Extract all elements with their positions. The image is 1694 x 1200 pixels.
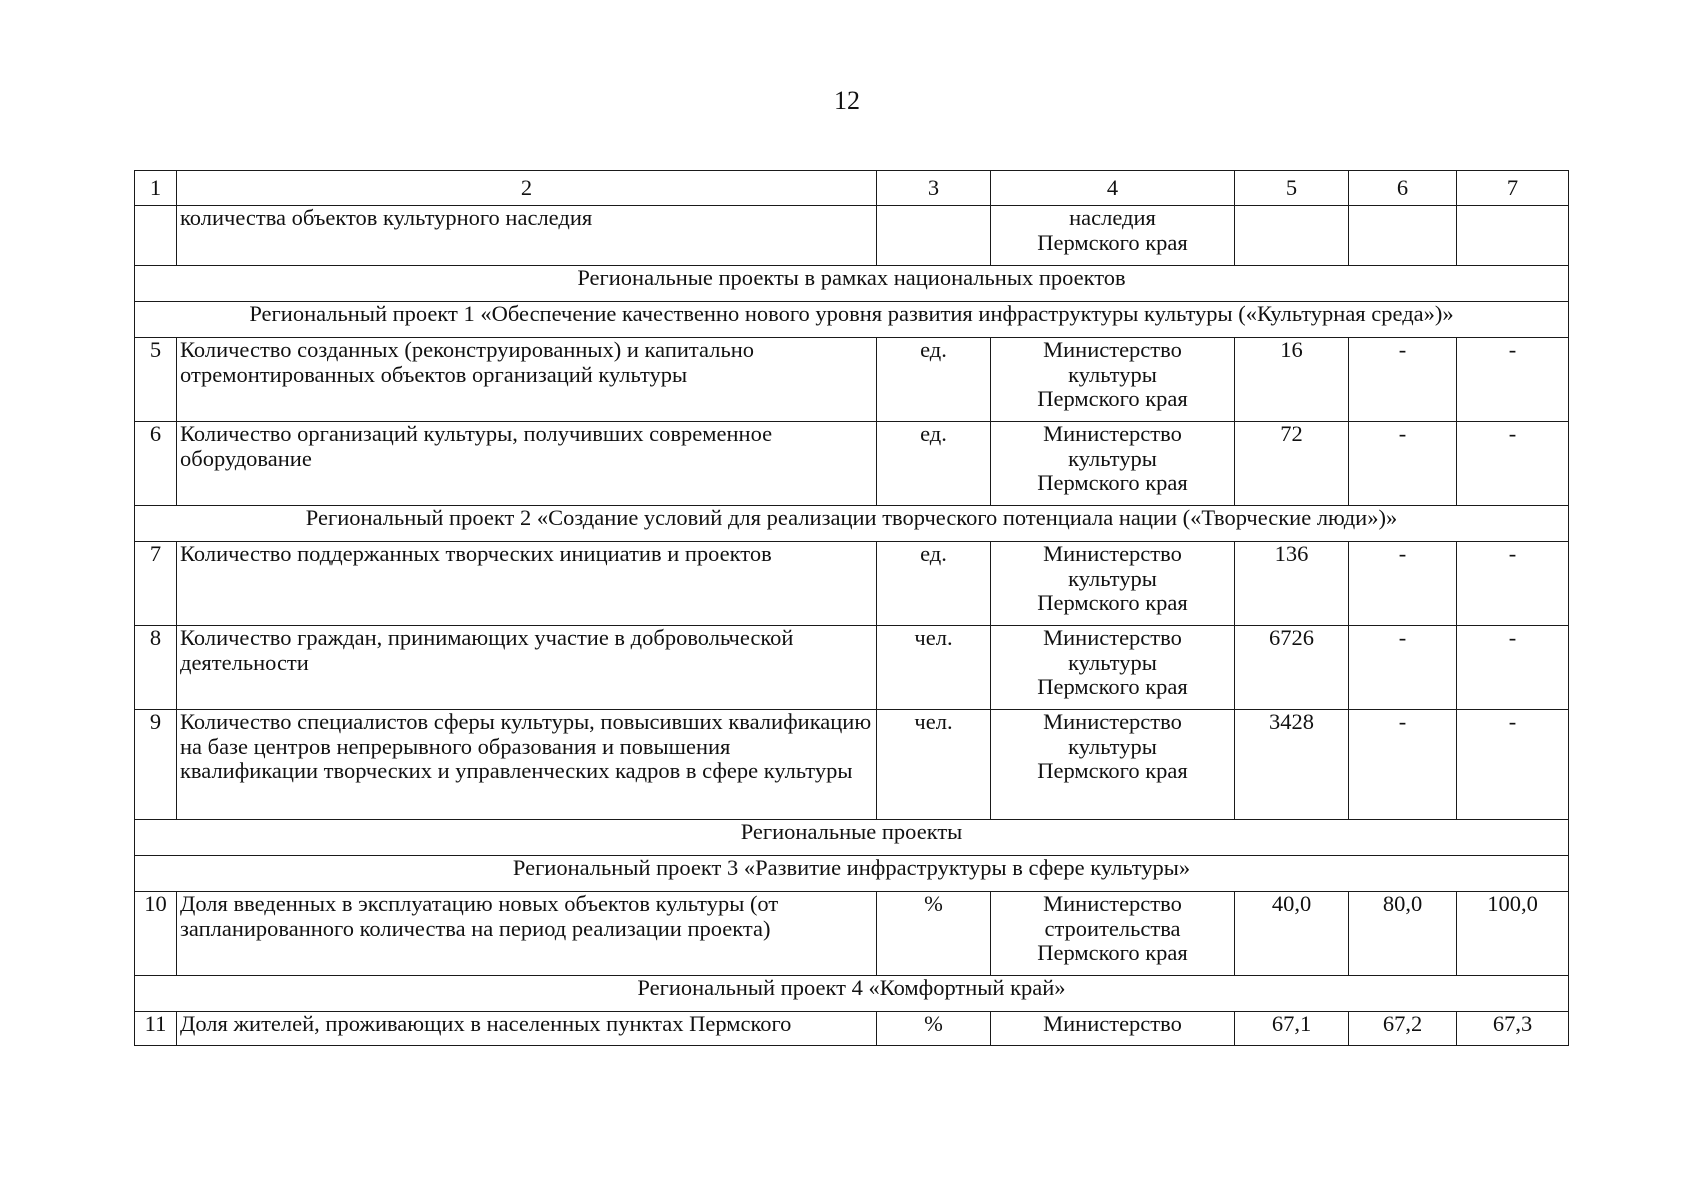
value-col-5 [1235,206,1349,266]
section-row [135,976,1569,1012]
table-row [135,338,1569,422]
indicator-name: Количество организаций культуры, получивших современное оборудование [177,422,877,506]
unit [877,206,991,266]
column-number: 5 [1235,171,1349,206]
value-col-5: 6726 [1235,626,1349,710]
value-col-7 [1457,206,1569,266]
column-number: 6 [1349,171,1457,206]
value-col-6: - [1349,338,1457,422]
section-heading: Региональные проекты в рамках национальных проектов [135,266,1569,302]
row-number: 9 [135,710,177,820]
value-col-6: - [1349,422,1457,506]
responsible: Министерство культуры Пермского края [991,338,1235,422]
value-col-5: 16 [1235,338,1349,422]
value-col-7: 100,0 [1457,892,1569,976]
table-row [135,422,1569,506]
responsible: Министерство строительства Пермского края [991,892,1235,976]
value-col-5: 72 [1235,422,1349,506]
section-heading: Региональный проект 1 «Обеспечение качественно нового уровня развития инфраструктуры культуры («Культурная среда»)» [135,302,1569,338]
unit: чел. [877,710,991,820]
unit: ед. [877,338,991,422]
value-col-5: 136 [1235,542,1349,626]
value-col-6: - [1349,542,1457,626]
indicator-name: Количество созданных (реконструированных) и капитально отремонтированных объектов организаций культуры [177,338,877,422]
row-number: 5 [135,338,177,422]
value-col-7: - [1457,710,1569,820]
value-col-6: - [1349,710,1457,820]
section-row [135,820,1569,856]
column-number: 3 [877,171,991,206]
responsible: наследия Пермского края [991,206,1235,266]
section-heading: Региональный проект 4 «Комфортный край» [135,976,1569,1012]
section-row [135,506,1569,542]
row-number: 10 [135,892,177,976]
value-col-7: - [1457,422,1569,506]
responsible: Министерство культуры Пермского края [991,542,1235,626]
value-col-6: - [1349,626,1457,710]
column-number: 7 [1457,171,1569,206]
section-heading: Региональный проект 2 «Создание условий для реализации творческого потенциала нации («Творческие люди»)» [135,506,1569,542]
section-row [135,266,1569,302]
unit: % [877,1012,991,1046]
column-number: 4 [991,171,1235,206]
section-heading: Региональный проект 3 «Развитие инфраструктуры в сфере культуры» [135,856,1569,892]
responsible: Министерство культуры Пермского края [991,626,1235,710]
indicator-name: Количество поддержанных творческих инициатив и проектов [177,542,877,626]
value-col-5: 67,1 [1235,1012,1349,1046]
value-col-6: 67,2 [1349,1012,1457,1046]
table-row [135,542,1569,626]
row-number [135,206,177,266]
value-col-7: - [1457,338,1569,422]
value-col-7: - [1457,626,1569,710]
section-heading: Региональные проекты [135,820,1569,856]
table-row [135,1012,1569,1046]
value-col-6: 80,0 [1349,892,1457,976]
row-number: 6 [135,422,177,506]
responsible: Министерство культуры Пермского края [991,710,1235,820]
table-row [135,710,1569,820]
table-row [135,892,1569,976]
indicators-table [134,170,1569,1046]
section-row [135,856,1569,892]
unit: ед. [877,542,991,626]
column-number: 2 [177,171,877,206]
responsible: Министерство [991,1012,1235,1046]
value-col-6 [1349,206,1457,266]
table-row [135,206,1569,266]
unit: ед. [877,422,991,506]
page-number: 12 [834,86,860,115]
value-col-5: 40,0 [1235,892,1349,976]
indicator-name: Количество граждан, принимающих участие в добровольческой деятельности [177,626,877,710]
row-number: 8 [135,626,177,710]
row-number: 11 [135,1012,177,1046]
value-col-7: 67,3 [1457,1012,1569,1046]
section-row [135,302,1569,338]
row-number: 7 [135,542,177,626]
value-col-7: - [1457,542,1569,626]
indicator-name: Доля введенных в эксплуатацию новых объектов культуры (от запланированного количества на период реализации проекта) [177,892,877,976]
column-number: 1 [135,171,177,206]
unit: чел. [877,626,991,710]
responsible: Министерство культуры Пермского края [991,422,1235,506]
value-col-5: 3428 [1235,710,1349,820]
column-number-row [135,171,1569,206]
indicator-name: количества объектов культурного наследия [177,206,877,266]
indicator-name: Доля жителей, проживающих в населенных пунктах Пермского [177,1012,877,1046]
indicator-name: Количество специалистов сферы культуры, повысивших квалификацию на базе центров непрерывного образования и повышения квалификации творческих и управленческих кадров в сфере культуры [177,710,877,820]
unit: % [877,892,991,976]
table-row [135,626,1569,710]
